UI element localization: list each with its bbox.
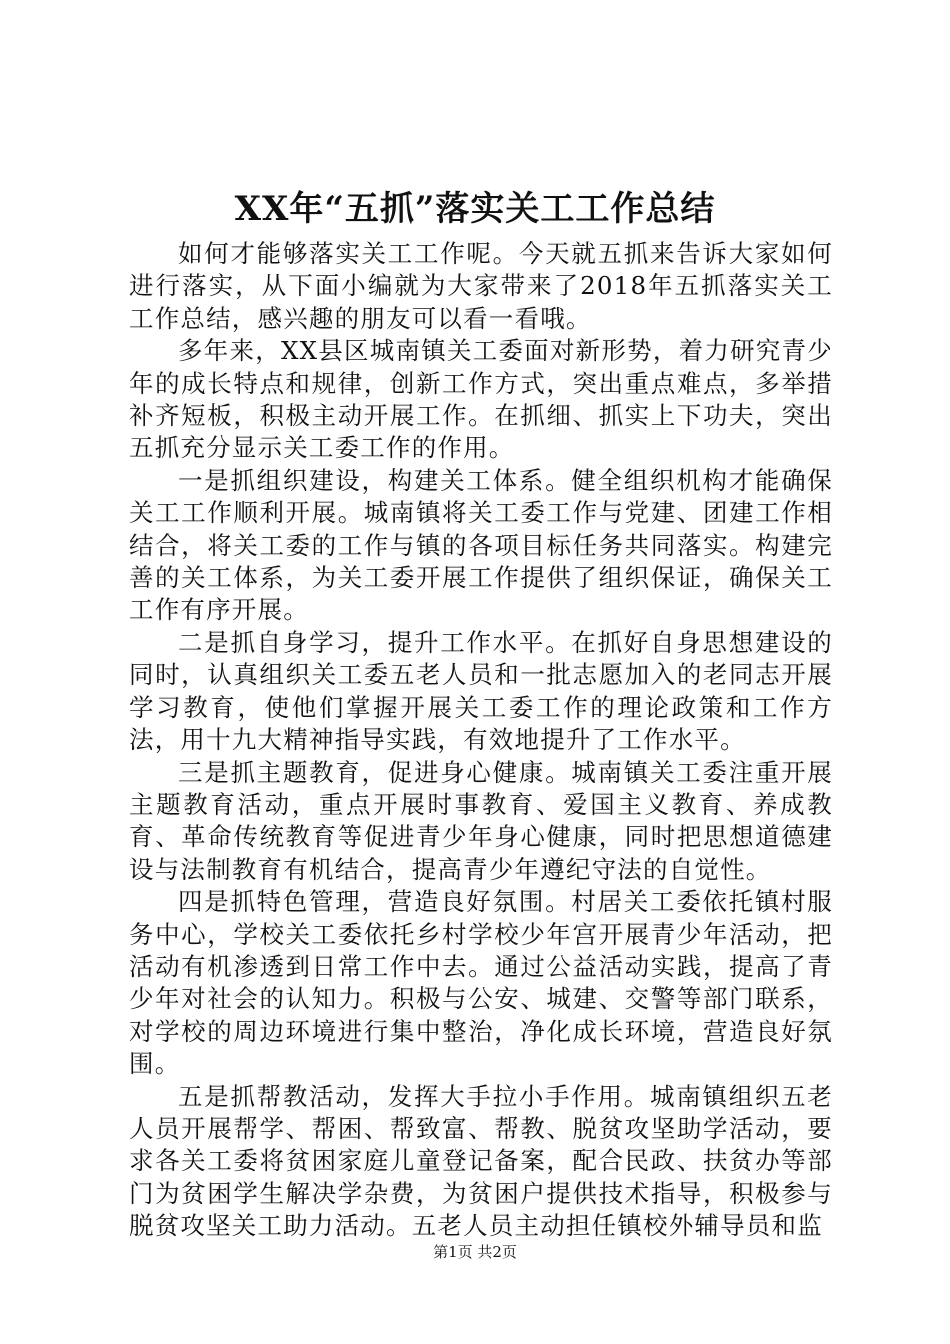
paragraph-management: 四是抓特色管理，营造良好氛围。村居关工委依托镇村服务中心，学校关工委依托乡村学校少年宫开展青少年活动，把活动有机渗透到日常工作中去。通过公益活动实践，提高了青少年对社会的认知力。积极与公安、城建、交警等部门联系，对学校的周边环境进行集中整治，净化成长环境，营造良好氛围。 (129, 887, 833, 1079)
document-title: XX年“五抓”落实关工工作总结 (234, 189, 716, 229)
paragraph-mentoring: 五是抓帮教活动，发挥大手拉小手作用。城南镇组织五老人员开展帮学、帮困、帮致富、帮教、脱贫攻坚助学活动，要求各关工委将贫困家庭儿童登记备案，配合民政、扶贫办等部门为贫困学生解决学杂费，为贫困户提供技术指导，积极参与脱贫攻坚关工助力活动。五老人员主动担任镇校外辅导员和监 (129, 1081, 833, 1241)
paragraph-overview: 多年来，XX县区城南镇关工委面对新形势，着力研究青少年的成长特点和规律，创新工作方式，突出重点难点，多举措补齐短板，积极主动开展工作。在抓细、抓实上下功夫，突出五抓充分显示关工委工作的作用。 (129, 336, 833, 463)
paragraph-intro: 如何才能够落实关工工作呢。今天就五抓来告诉大家如何进行落实，从下面小编就为大家带来了2018年五抓落实关工工作总结，感兴趣的朋友可以看一看哦。 (129, 239, 833, 333)
paragraph-study: 二是抓自身学习，提升工作水平。在抓好自身思想建设的同时，认真组织关工委五老人员和一批志愿加入的老同志开展学习教育，使他们掌握开展关工委工作的理论政策和工作方法，用十九大精神指导实践，有效地提升了工作水平。 (129, 627, 833, 755)
page-footer: 第1页 共2页 (433, 1243, 517, 1261)
paragraph-education: 三是抓主题教育，促进身心健康。城南镇关工委注重开展主题教育活动，重点开展时事教育、爱国主义教育、养成教育、革命传统教育等促进青少年身心健康，同时把思想道德建设与法制教育有机结合，提高青少年遵纪守法的自觉性。 (129, 757, 833, 884)
paragraph-organization: 一是抓组织建设，构建关工体系。健全组织机构才能确保关工工作顺利开展。城南镇将关工委工作与党建、团建工作相结合，将关工委的工作与镇的各项目标任务共同落实。构建完善的关工体系，为关工委开展工作提供了组织保证，确保关工工作有序开展。 (129, 465, 833, 625)
document-body (129, 238, 833, 1243)
